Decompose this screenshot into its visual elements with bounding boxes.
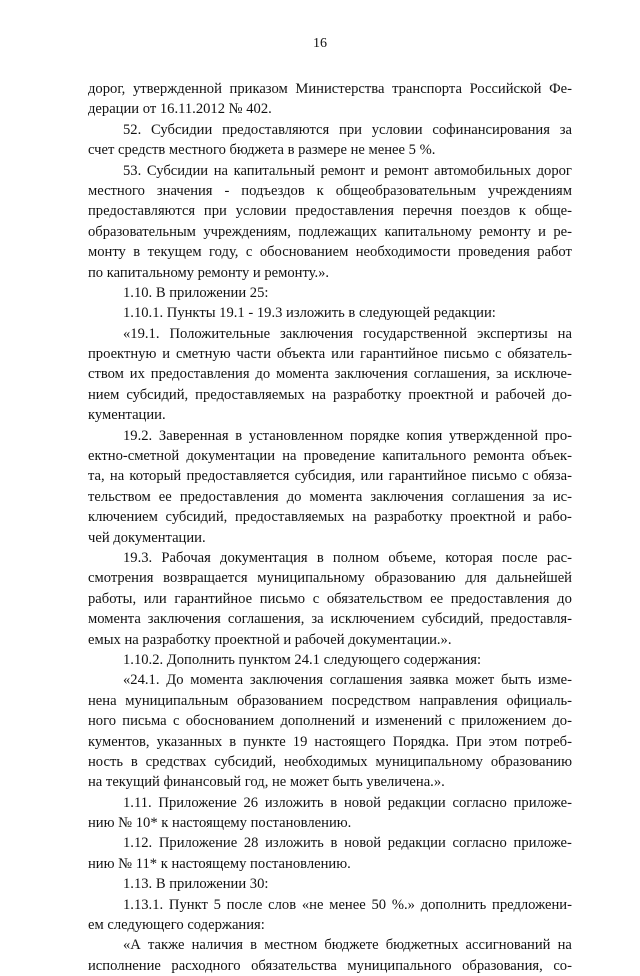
text-line: нена муниципальным образованием посредством направления официаль- (88, 692, 572, 709)
text-line: 1.10.1. Пункты 19.1 - 19.3 изложить в следующей редакции: (123, 305, 496, 322)
text-line: дерации от 16.11.2012 № 402. (88, 101, 272, 118)
text-line: образовательным учреждениям, подлежащих капитальному ремонту и ре- (88, 223, 572, 240)
text-line: нию № 11* к настоящему постановлению. (88, 855, 351, 872)
text-line: нию № 10* к настоящему постановлению. (88, 815, 352, 832)
text-line: исполнение расходного обязательства муниципального образования, со- (88, 957, 572, 974)
text-line: чей документации. (88, 529, 206, 546)
text-line: кументации. (88, 407, 166, 424)
text-line: дорог, утвержденной приказом Министерства транспорта Российской Фе- (88, 81, 572, 97)
text-line: 53. Субсидии на капитальный ремонт и ремонт автомобильных дорог (123, 162, 572, 179)
text-line: местного значения - подъездов к общеобразовательным учреждениям (88, 182, 572, 199)
text-line: ключением субсидий, предоставляемых на разработку проектной и рабо- (88, 509, 572, 526)
document-body (88, 79, 572, 976)
text-line: счет средств местного бюджета в размере не менее 5 %. (88, 142, 436, 159)
text-line: ством их предоставления до момента заключения соглашения, за исключе- (88, 366, 572, 383)
text-line: ного письма с обоснованием дополнений и изменений с приложением до- (88, 713, 572, 730)
text-line: «19.1. Положительные заключения государственной экспертизы на (123, 325, 572, 342)
text-line: 1.13.1. Пункт 5 после слов «не менее 50 %.» дополнить предложени- (123, 896, 572, 913)
text-line: работы, или гарантийное письмо с обязательством ее предоставления до (88, 590, 572, 607)
text-line: монту в текущем году, с обоснованием необходимости проведения работ (88, 244, 572, 261)
text-line: по капитальному ремонту и ремонту.». (88, 264, 330, 281)
text-line: ем следующего содержания: (88, 917, 265, 934)
text-line: 1.11. Приложение 26 изложить в новой редакции согласно приложе- (123, 794, 572, 811)
text-line: тельством ее предоставления до момента заключения соглашения за ис- (88, 488, 572, 505)
text-line: кументов, указанных в пункте 19 настоящего Порядка. При этом потреб- (88, 733, 572, 750)
text-line: 1.10. В приложении 25: (123, 284, 269, 301)
text-line: «А также наличия в местном бюджете бюджетных ассигнований на (123, 937, 572, 954)
text-line: 1.12. Приложение 28 изложить в новой редакции согласно приложе- (123, 835, 572, 852)
text-line: «24.1. До момента заключения соглашения заявка может быть изме- (123, 672, 572, 689)
text-line: 52. Субсидии предоставляются при условии софинансирования за (123, 121, 572, 138)
page-number: 16 (313, 36, 327, 51)
text-line: ность в средствах субсидий, необходимых муниципальному образованию (88, 753, 572, 770)
text-line: 1.13. В приложении 30: (123, 876, 269, 893)
text-line: та, на который предоставляется субсидия, или гарантийное письмо с обяза- (88, 468, 572, 485)
text-line: 19.2. Заверенная в установленном порядке копия утвержденной про- (123, 427, 572, 444)
text-line: ектно-сметной документации на проведение капитального ремонта объек- (88, 448, 572, 465)
text-line: момента заключения соглашения, за исключением субсидий, предоставля- (88, 611, 572, 628)
text-line: смотрения возвращается муниципальному образованию для дальнейшей (88, 570, 572, 587)
text-line: на текущий финансовый год, не может быть увеличена.». (88, 774, 445, 791)
text-line: проектную и сметную части объекта или гарантийное письмо с обязатель- (88, 346, 572, 363)
text-line: предоставляются при условии предоставления перечня поездов к обще- (88, 203, 572, 220)
text-line: нием субсидий, предоставляемых на разработку проектной и рабочей до- (88, 386, 572, 403)
text-line: емых на разработку проектной и рабочей документации.». (88, 631, 452, 648)
text-line: 1.10.2. Дополнить пунктом 24.1 следующего содержания: (123, 651, 482, 668)
text-line: 19.3. Рабочая документация в полном объеме, которая после рас- (123, 549, 572, 566)
